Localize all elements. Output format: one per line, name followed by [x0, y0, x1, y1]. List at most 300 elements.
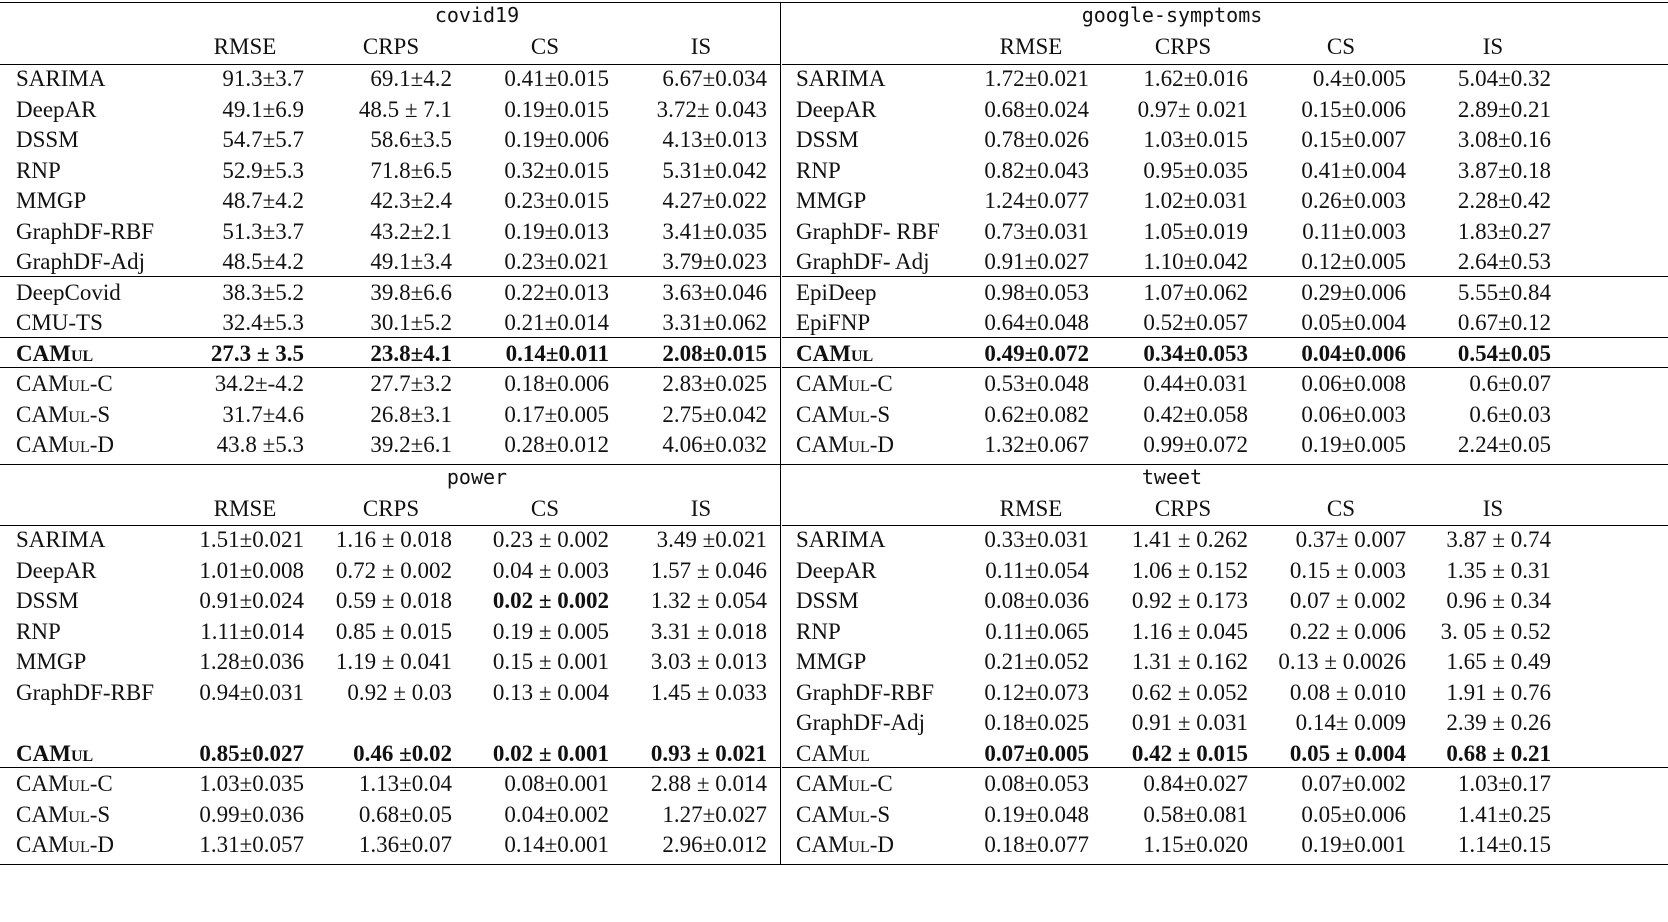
model-name [16, 67, 105, 90]
model-name [16, 342, 93, 365]
model-name [16, 98, 96, 121]
value-cell-rmse: 0.62±0.082 [984, 401, 1089, 427]
model-name-part: ul [848, 771, 870, 796]
value-cell-is: 3.87±0.18 [1457, 157, 1551, 183]
value-cell-rmse: 54.7±5.7 [222, 127, 304, 152]
model-name-part: ul [850, 340, 874, 366]
value-cell-rmse: 1.31±0.057 [199, 832, 304, 857]
value-cell-crps: 0.58±0.081 [1143, 801, 1248, 827]
group-rule [782, 767, 1668, 768]
value-cell-crps: 39.2±6.1 [370, 432, 452, 457]
value-cell-rmse: 0.11±0.065 [985, 618, 1089, 644]
model-name [796, 403, 890, 426]
model-name-part: -S [869, 401, 891, 427]
model-name-part: -C [89, 371, 113, 396]
model-name-part: SARIMA [16, 66, 106, 91]
column-header-crps: CRPS [362, 34, 420, 59]
value-cell-crps: 27.7±3.2 [370, 371, 452, 396]
value-cell-cs: 0.15 ± 0.003 [1289, 557, 1406, 583]
model-name [16, 220, 154, 243]
value-cell-rmse: 52.9±5.3 [222, 157, 304, 183]
top-rule [0, 2, 1668, 3]
model-name [796, 250, 930, 273]
value-cell-crps: 0.44±0.031 [1143, 371, 1248, 396]
value-cell-is: 1.91 ± 0.76 [1446, 679, 1551, 705]
value-cell-cs: 0.41±0.004 [1301, 157, 1406, 183]
value-cell-is: 1.35 ± 0.31 [1446, 557, 1551, 583]
header-rule [782, 525, 1668, 526]
model-name-part: SARIMA [796, 527, 886, 552]
value-cell-crps: 0.68±0.05 [358, 801, 452, 827]
model-name-part: DSSM [16, 127, 79, 152]
value-cell-cs: 0.04 ± 0.003 [492, 557, 609, 583]
model-name-part: -D [869, 432, 895, 457]
value-cell-is: 2.64±0.53 [1457, 249, 1551, 274]
model-name-part: CAM [796, 801, 849, 827]
model-name-part: RNP [16, 618, 61, 644]
value-cell-is: 4.06±0.032 [662, 432, 767, 457]
value-cell-is: 1.32 ± 0.054 [650, 588, 767, 613]
column-header-is: IS [690, 34, 712, 59]
model-name [16, 403, 110, 426]
value-cell-is: 1.41±0.25 [1457, 801, 1551, 827]
value-cell-rmse: 51.3±3.7 [222, 218, 304, 244]
model-name [16, 281, 121, 304]
value-cell-crps: 23.8±4.1 [370, 340, 452, 366]
model-name-part: CAM [796, 340, 851, 366]
model-name-part: ul [68, 832, 90, 857]
value-cell-is: 2.08±0.015 [662, 340, 767, 366]
value-cell-is: 0.54±0.05 [1457, 340, 1551, 366]
value-cell-rmse: 1.28±0.036 [199, 649, 304, 674]
dataset-title: google-symptoms [1081, 3, 1263, 27]
value-cell-cs: 0.11±0.003 [1302, 218, 1406, 244]
model-name-part: RNP [16, 157, 61, 183]
model-name-part: CAM [16, 432, 69, 457]
model-name [796, 833, 894, 856]
value-cell-rmse: 0.18±0.025 [984, 710, 1089, 735]
value-cell-rmse: 38.3±5.2 [222, 279, 304, 305]
column-header-is: IS [1482, 496, 1504, 521]
value-cell-is: 5.31±0.042 [662, 157, 767, 183]
model-name [796, 711, 925, 734]
model-name-part: GraphDF-RBF [796, 679, 935, 705]
value-cell-crps: 1.10±0.042 [1143, 249, 1248, 274]
value-cell-crps: 0.84±0.027 [1143, 771, 1248, 796]
model-name [796, 559, 876, 582]
model-name [796, 128, 859, 151]
model-name-part: ul [68, 771, 90, 796]
value-cell-is: 2.89±0.21 [1457, 96, 1551, 122]
value-cell-rmse: 1.11±0.014 [200, 618, 304, 644]
value-cell-is: 2.96±0.012 [662, 832, 767, 857]
model-name-part: CAM [796, 432, 849, 457]
value-cell-cs: 0.04±0.006 [1301, 340, 1406, 366]
value-cell-crps: 1.36±0.07 [358, 832, 452, 857]
model-name [16, 742, 93, 765]
value-cell-is: 0.6±0.07 [1469, 371, 1551, 396]
value-cell-crps: 1.19 ± 0.041 [335, 649, 452, 674]
value-cell-cs: 0.23±0.021 [504, 249, 609, 274]
value-cell-crps: 42.3±2.4 [370, 188, 452, 213]
value-cell-is: 2.39 ± 0.26 [1446, 710, 1551, 735]
value-cell-rmse: 0.49±0.072 [984, 340, 1089, 366]
group-rule [0, 337, 780, 338]
value-cell-crps: 1.31 ± 0.162 [1131, 649, 1248, 674]
value-cell-cs: 0.29±0.006 [1301, 279, 1406, 305]
column-header-rmse: RMSE [999, 34, 1063, 59]
value-cell-rmse: 0.12±0.073 [984, 679, 1089, 705]
model-name-part: -S [89, 801, 111, 827]
value-cell-cs: 0.14± 0.009 [1295, 710, 1406, 735]
model-name-part: DeepAR [796, 96, 877, 122]
model-name [796, 281, 876, 304]
model-name-part: GraphDF-Adj [16, 249, 146, 274]
value-cell-rmse: 1.51±0.021 [199, 527, 304, 552]
value-cell-is: 3.31 ± 0.018 [650, 618, 767, 644]
value-cell-is: 1.45 ± 0.033 [650, 679, 767, 705]
value-cell-rmse: 0.98±0.053 [984, 279, 1089, 305]
value-cell-cs: 0.06±0.003 [1301, 401, 1406, 427]
value-cell-crps: 49.1±3.4 [370, 249, 452, 274]
value-cell-crps: 1.16 ± 0.018 [335, 527, 452, 552]
value-cell-crps: 30.1±5.2 [370, 310, 452, 335]
dataset-title: power [446, 465, 508, 489]
model-name-part: MMGP [796, 649, 867, 674]
value-cell-rmse: 1.32±0.067 [984, 432, 1089, 457]
model-name [16, 159, 61, 182]
model-name-part: RNP [796, 157, 841, 183]
value-cell-crps: 0.72 ± 0.002 [335, 557, 452, 583]
value-cell-crps: 0.91 ± 0.031 [1131, 710, 1248, 735]
value-cell-rmse: 0.53±0.048 [984, 371, 1089, 396]
model-name [796, 189, 866, 212]
model-name [16, 189, 86, 212]
model-name-part: DSSM [796, 588, 859, 613]
value-cell-cs: 0.19±0.015 [504, 96, 609, 122]
column-header-is: IS [1482, 34, 1504, 59]
value-cell-crps: 1.07±0.062 [1143, 279, 1248, 305]
model-name [16, 433, 114, 456]
value-cell-cs: 0.22 ± 0.006 [1289, 618, 1406, 644]
value-cell-rmse: 0.08±0.053 [984, 771, 1089, 796]
value-cell-cs: 0.28±0.012 [504, 432, 609, 457]
value-cell-cs: 0.05 ± 0.004 [1289, 740, 1406, 766]
value-cell-is: 0.6±0.03 [1469, 401, 1551, 427]
value-cell-rmse: 1.03±0.035 [199, 771, 304, 796]
model-name [16, 772, 113, 795]
model-name-part: ul [848, 801, 870, 827]
value-cell-rmse: 0.21±0.052 [984, 649, 1089, 674]
model-name-part: CAM [16, 801, 69, 827]
value-cell-crps: 1.06 ± 0.152 [1131, 557, 1248, 583]
model-name [16, 128, 79, 151]
value-cell-is: 3.87 ± 0.74 [1446, 527, 1551, 552]
model-name-part: CMU-TS [16, 310, 103, 335]
model-name [796, 372, 893, 395]
model-name-part: CAM [16, 740, 71, 766]
value-cell-cs: 0.4±0.005 [1312, 66, 1406, 91]
value-cell-rmse: 0.78±0.026 [984, 127, 1089, 152]
value-cell-cs: 0.02 ± 0.002 [492, 588, 609, 613]
group-rule [0, 276, 780, 277]
column-header-rmse: RMSE [999, 496, 1063, 521]
block-divider [0, 464, 1668, 465]
value-cell-is: 2.24±0.05 [1457, 432, 1551, 457]
column-header-crps: CRPS [1154, 34, 1212, 59]
model-name-part: CAM [16, 340, 71, 366]
value-cell-cs: 0.23±0.015 [504, 188, 609, 213]
group-rule [782, 367, 1668, 368]
value-cell-crps: 39.8±6.6 [370, 279, 452, 305]
value-cell-crps: 26.8±3.1 [370, 401, 452, 427]
model-name-part: MMGP [16, 188, 87, 213]
model-name-part: ul [70, 340, 94, 366]
value-cell-is: 1.57 ± 0.046 [650, 557, 767, 583]
model-name-part: EpiFNP [796, 310, 871, 335]
value-cell-rmse: 43.8 ±5.3 [216, 432, 304, 457]
model-name-part: ul [848, 371, 870, 396]
model-name [16, 833, 114, 856]
value-cell-is: 2.88 ± 0.014 [650, 771, 767, 796]
model-name-part: ul [848, 832, 870, 857]
model-name-part: GraphDF- Adj [796, 249, 930, 274]
model-name [796, 220, 940, 243]
model-name [16, 250, 145, 273]
value-cell-is: 6.67±0.034 [662, 66, 767, 91]
value-cell-rmse: 0.19±0.048 [984, 801, 1089, 827]
model-name-part: -C [89, 771, 113, 796]
value-cell-cs: 0.19±0.006 [504, 127, 609, 152]
model-name-part: -D [89, 832, 115, 857]
model-name-part: -S [869, 801, 891, 827]
value-cell-crps: 0.42 ± 0.015 [1131, 740, 1248, 766]
value-cell-crps: 0.42±0.058 [1143, 401, 1248, 427]
bottom-rule [0, 864, 1668, 865]
value-cell-is: 1.27±0.027 [662, 801, 767, 827]
value-cell-rmse: 48.7±4.2 [222, 188, 304, 213]
value-cell-is: 3. 05 ± 0.52 [1440, 618, 1551, 644]
model-name [16, 620, 61, 643]
column-header-cs: CS [530, 496, 560, 521]
value-cell-rmse: 1.24±0.077 [984, 188, 1089, 213]
value-cell-crps: 0.46 ±0.02 [353, 740, 452, 766]
model-name [796, 311, 870, 334]
value-cell-rmse: 0.33±0.031 [984, 527, 1089, 552]
value-cell-is: 3.31±0.062 [662, 310, 767, 335]
model-name-part: GraphDF- RBF [796, 218, 940, 244]
model-name [796, 98, 876, 121]
column-header-cs: CS [1326, 496, 1356, 521]
model-name-part: ul [848, 432, 870, 457]
value-cell-cs: 0.13 ± 0.0026 [1278, 649, 1406, 674]
model-name-part: -D [89, 432, 115, 457]
model-name-part: -S [89, 401, 111, 427]
model-name-part: DeepCovid [16, 279, 121, 305]
model-name-part: SARIMA [16, 527, 106, 552]
model-name [796, 67, 885, 90]
header-rule [782, 64, 1668, 65]
column-header-rmse: RMSE [213, 496, 277, 521]
value-cell-is: 1.14±0.15 [1457, 832, 1551, 857]
model-name-part: CAM [16, 371, 69, 396]
column-header-crps: CRPS [362, 496, 420, 521]
value-cell-rmse: 91.3±3.7 [222, 66, 304, 91]
model-name [796, 589, 859, 612]
value-cell-rmse: 0.91±0.027 [984, 249, 1089, 274]
value-cell-crps: 0.59 ± 0.018 [335, 588, 452, 613]
value-cell-rmse: 0.11±0.054 [985, 557, 1089, 583]
model-name-part: ul [68, 371, 90, 396]
value-cell-is: 3.08±0.16 [1457, 127, 1551, 152]
value-cell-rmse: 0.64±0.048 [984, 310, 1089, 335]
value-cell-crps: 0.97± 0.021 [1137, 96, 1248, 122]
value-cell-crps: 0.99±0.072 [1143, 432, 1248, 457]
model-name-part: ul [70, 740, 94, 766]
model-name-part: CAM [796, 740, 849, 766]
value-cell-rmse: 0.68±0.024 [984, 96, 1089, 122]
model-name [796, 159, 841, 182]
value-cell-is: 3.72± 0.043 [656, 96, 767, 122]
value-cell-is: 3.63±0.046 [662, 279, 767, 305]
value-cell-rmse: 1.72±0.021 [984, 66, 1089, 91]
value-cell-rmse: 0.07±0.005 [984, 740, 1089, 766]
value-cell-crps: 0.92 ± 0.173 [1131, 588, 1248, 613]
value-cell-cs: 0.19±0.013 [504, 218, 609, 244]
value-cell-rmse: 34.2±-4.2 [214, 371, 304, 396]
value-cell-is: 1.03±0.17 [1457, 771, 1551, 796]
value-cell-cs: 0.04±0.002 [504, 801, 609, 827]
model-name-part: MMGP [16, 649, 87, 674]
model-name [796, 742, 870, 765]
model-name-part: -C [869, 771, 893, 796]
group-rule [782, 276, 1668, 277]
value-cell-rmse: 0.91±0.024 [199, 588, 304, 613]
value-cell-is: 4.13±0.013 [662, 127, 767, 152]
value-cell-cs: 0.07 ± 0.002 [1289, 588, 1406, 613]
model-name [796, 803, 890, 826]
value-cell-crps: 1.05±0.019 [1143, 218, 1248, 244]
model-name [796, 528, 885, 551]
model-name [16, 650, 86, 673]
value-cell-crps: 1.15±0.020 [1143, 832, 1248, 857]
value-cell-cs: 0.15±0.007 [1301, 127, 1406, 152]
value-cell-cs: 0.08±0.001 [504, 771, 609, 796]
value-cell-cs: 0.02 ± 0.001 [492, 740, 609, 766]
column-header-rmse: RMSE [213, 34, 277, 59]
value-cell-is: 2.83±0.025 [662, 371, 767, 396]
value-cell-crps: 58.6±3.5 [370, 127, 452, 152]
value-cell-cs: 0.22±0.013 [504, 279, 609, 305]
value-cell-cs: 0.06±0.008 [1301, 371, 1406, 396]
value-cell-rmse: 0.94±0.031 [199, 679, 304, 705]
value-cell-cs: 0.15±0.006 [1301, 96, 1406, 122]
model-name-part: DSSM [796, 127, 859, 152]
value-cell-is: 0.68 ± 0.21 [1446, 740, 1551, 766]
model-name [796, 772, 893, 795]
dataset-title: covid19 [434, 3, 520, 27]
value-cell-is: 1.83±0.27 [1457, 218, 1551, 244]
header-rule [0, 64, 780, 65]
value-cell-crps: 0.52±0.057 [1143, 310, 1248, 335]
value-cell-is: 3.79±0.023 [662, 249, 767, 274]
value-cell-cs: 0.08 ± 0.010 [1289, 679, 1406, 705]
model-name-part: CAM [16, 401, 69, 427]
model-name-part: CAM [796, 832, 849, 857]
group-rule [0, 367, 780, 368]
value-cell-crps: 0.85 ± 0.015 [335, 618, 452, 644]
value-cell-cs: 0.26±0.003 [1301, 188, 1406, 213]
value-cell-cs: 0.15 ± 0.001 [492, 649, 609, 674]
model-name [16, 311, 103, 334]
model-name-part: ul [68, 801, 90, 827]
value-cell-cs: 0.17±0.005 [504, 401, 609, 427]
model-name [16, 589, 79, 612]
value-cell-rmse: 49.1±6.9 [222, 96, 304, 122]
value-cell-rmse: 27.3 ± 3.5 [210, 340, 304, 366]
value-cell-cs: 0.07±0.002 [1301, 771, 1406, 796]
value-cell-crps: 1.16 ± 0.045 [1131, 618, 1248, 644]
value-cell-crps: 0.95±0.035 [1143, 157, 1248, 183]
model-name-part: CAM [16, 832, 69, 857]
value-cell-rmse: 48.5±4.2 [222, 249, 304, 274]
value-cell-cs: 0.12±0.005 [1301, 249, 1406, 274]
value-cell-crps: 1.02±0.031 [1143, 188, 1248, 213]
value-cell-is: 3.41±0.035 [662, 218, 767, 244]
value-cell-cs: 0.05±0.004 [1301, 310, 1406, 335]
value-cell-crps: 0.62 ± 0.052 [1131, 679, 1248, 705]
value-cell-is: 2.28±0.42 [1457, 188, 1551, 213]
model-name-part: CAM [796, 401, 849, 427]
value-cell-is: 3.03 ± 0.013 [650, 649, 767, 674]
model-name [796, 620, 841, 643]
value-cell-rmse: 0.99±0.036 [199, 801, 304, 827]
model-name-part: MMGP [796, 188, 867, 213]
model-name-part: RNP [796, 618, 841, 644]
model-name [16, 681, 154, 704]
model-name [16, 559, 96, 582]
value-cell-is: 0.67±0.12 [1457, 310, 1551, 335]
group-rule [0, 767, 780, 768]
value-cell-rmse: 31.7±4.6 [222, 401, 304, 427]
model-name-part: GraphDF-RBF [16, 679, 155, 705]
model-name [16, 528, 105, 551]
value-cell-is: 5.04±0.32 [1457, 66, 1551, 91]
value-cell-cs: 0.19±0.005 [1301, 432, 1406, 457]
model-name-part: ul [68, 401, 90, 427]
model-name-part: EpiDeep [796, 279, 877, 305]
value-cell-is: 0.93 ± 0.021 [650, 740, 767, 766]
value-cell-cs: 0.18±0.006 [504, 371, 609, 396]
value-cell-cs: 0.05±0.006 [1301, 801, 1406, 827]
model-name-part: DeepAR [16, 96, 97, 122]
panel-divider [780, 2, 781, 864]
value-cell-crps: 71.8±6.5 [370, 157, 452, 183]
value-cell-cs: 0.37± 0.007 [1295, 527, 1406, 552]
model-name [796, 650, 866, 673]
model-name-part: ul [848, 401, 870, 427]
value-cell-cs: 0.19 ± 0.005 [492, 618, 609, 644]
value-cell-crps: 1.62±0.016 [1143, 66, 1248, 91]
model-name [796, 681, 934, 704]
value-cell-rmse: 0.08±0.036 [984, 588, 1089, 613]
value-cell-cs: 0.41±0.015 [504, 66, 609, 91]
value-cell-is: 3.49 ±0.021 [656, 527, 767, 552]
value-cell-is: 2.75±0.042 [662, 401, 767, 427]
model-name-part: ul [68, 432, 90, 457]
model-name [796, 342, 873, 365]
value-cell-crps: 1.03±0.015 [1143, 127, 1248, 152]
